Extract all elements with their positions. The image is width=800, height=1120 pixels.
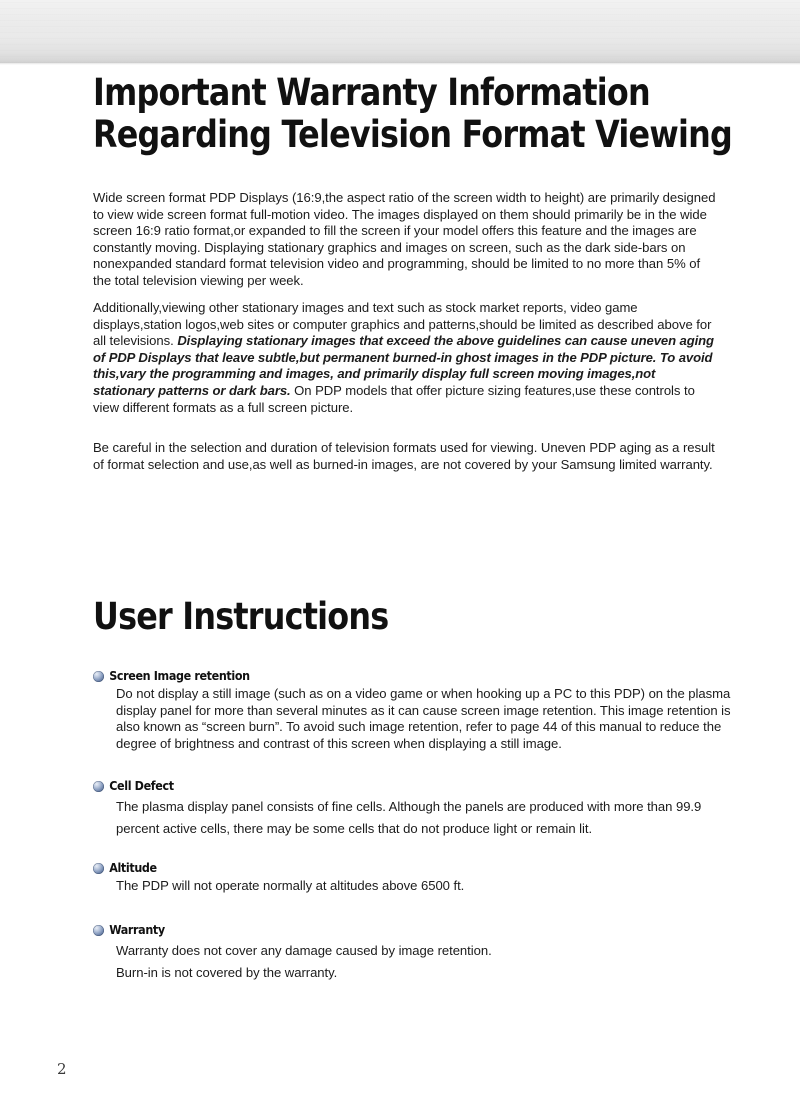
header-decorative-band [0,0,800,63]
instruction-item-warranty [93,922,733,984]
instruction-title: Altitude [109,860,157,875]
instruction-title: Screen Image retention [109,668,250,683]
instruction-body-line-1: Warranty does not cover any damage caused by image retention. [116,942,492,958]
warranty-paragraph-1-block [93,190,717,290]
warranty-paragraph-2-emphasis: Displaying stationary images that exceed the above guidelines can cause uneven aging of PDP Displays that leave subtle,but permanent burned-in ghost images in the PDP picture. To avoid this,vary the programming and images, and primarily display full screen moving images,not stationary patterns or dark bars. [93,333,714,398]
instruction-title: Cell Defect [109,778,174,793]
warranty-paragraph-2-block [93,300,717,416]
page-title-line-2: Regarding Television Format Viewing [93,113,732,156]
warranty-paragraph-3-block [93,440,717,473]
warranty-paragraph-2-outro: On PDP models that offer picture sizing features,use these controls to view different formats as a full screen picture. [93,382,695,415]
warranty-paragraph-2-intro: Additionally,viewing other stationary images and text such as stock market reports, video game displays,station logos,web sites or computer graphics and patterns,should be limited as described above for all televisions. [93,300,712,349]
page-title [93,71,732,156]
page-title-line-1: Important Warranty Information [93,71,650,114]
user-instructions-heading-wrap [93,597,436,637]
warranty-paragraph-2 [93,300,717,416]
instruction-title: Warranty [109,921,165,937]
page-content [93,71,732,980]
warranty-paragraph-3: Be careful in the selection and duration of television formats used for viewing. Uneven PDP aging as a result of format selection and use,as well as burned-in images, are not covered by your Samsung limited warranty. [93,440,715,472]
instruction-item-altitude [93,860,733,895]
instruction-item-cell-defect [93,778,733,840]
page-number: 2 [57,1060,67,1078]
instruction-body: The PDP will not operate normally at altitudes above 6500 ft. [116,878,465,893]
instruction-body [93,940,732,984]
warranty-paragraph-1: Wide screen format PDP Displays (16:9,the aspect ratio of the screen width to height) are primarily designed to view wide screen format full-motion video. The images displayed on them should primarily be in the wide screen 16:9 ratio format,or expanded to fill the screen if your model offers this feature and the images are constantly moving. Displaying stationary graphics and images on screen, such as the dark side-bars on nonexpanded standard format television video and programming, should be limited to no more than 5% of the total television viewing per week. [93,190,716,288]
instruction-item-screen-image-retention [93,668,733,752]
instruction-body-line-2: Burn-in is not covered by the warranty. [116,964,338,980]
user-instructions-heading: User Instructions [93,595,389,638]
header-band-shadow [0,63,800,65]
user-instructions-list [93,668,733,984]
instruction-body: Do not display a still image (such as on a video game or when hooking up a PC to this PDP) on the plasma display panel for more than several minutes as it can cause screen image retention. This image retention is also known as “screen burn”. To avoid such image retention, refer to page 44 of this manual to reduce the degree of brightness and contrast of this screen when displaying a still image. [116,686,731,751]
instruction-body: The plasma display panel consists of fine cells. Although the panels are produced with more than 99.9 percent active cells, there may be some cells that do not produce light or remain lit. [116,799,702,836]
